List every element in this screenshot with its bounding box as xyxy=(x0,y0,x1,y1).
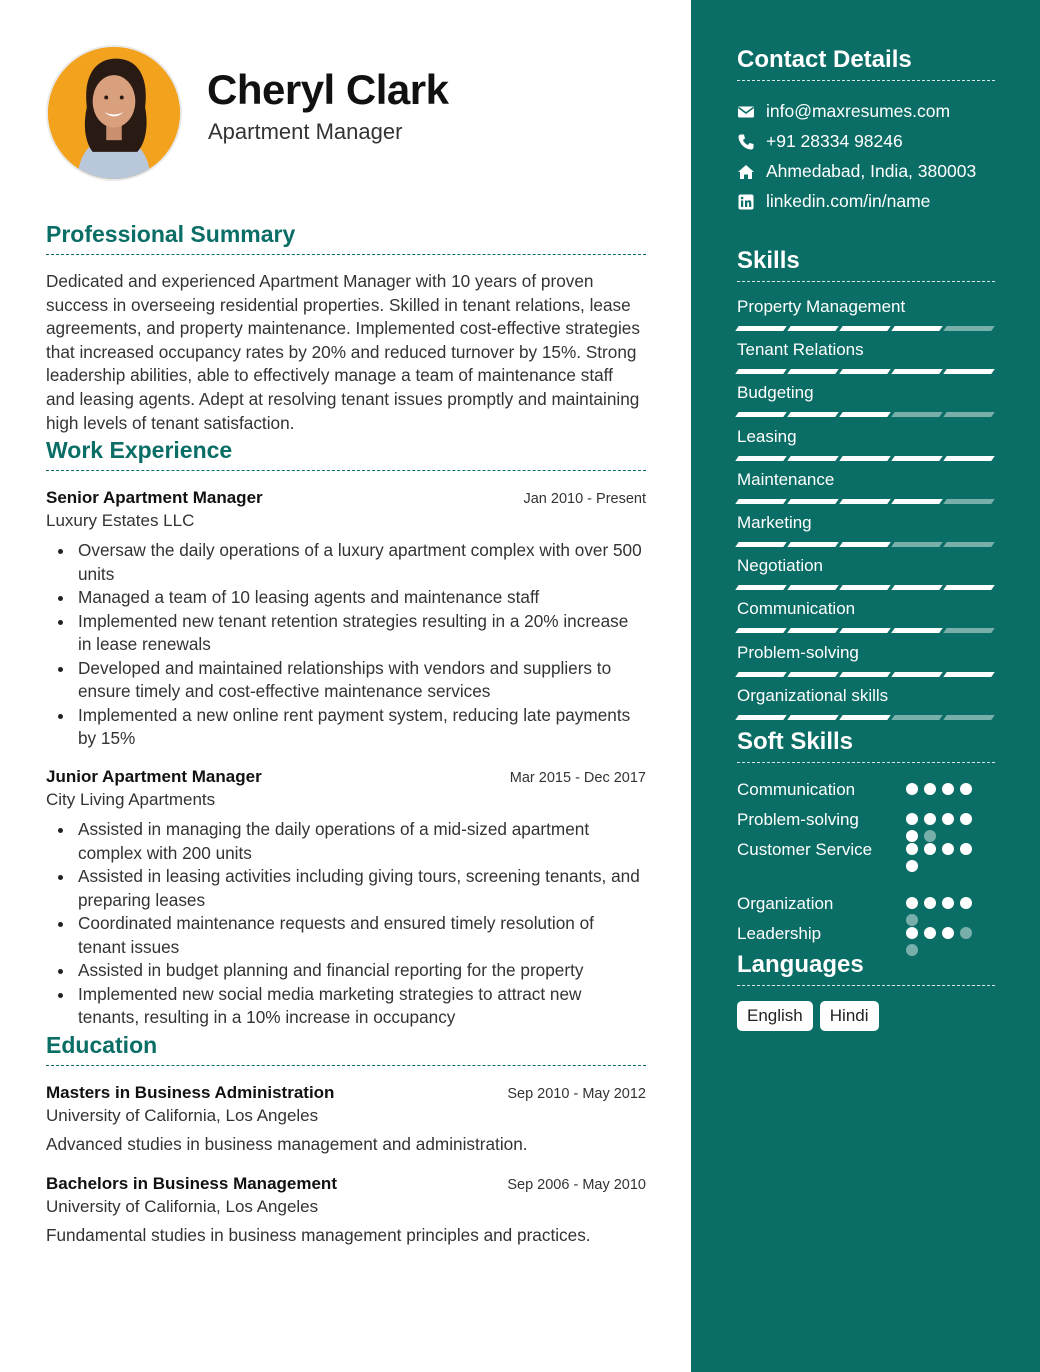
soft-skill-name: Leadership xyxy=(737,924,822,943)
skill-level-bar xyxy=(737,499,993,504)
soft-skill-item xyxy=(737,891,993,916)
bullet-item: Managed a team of 10 leasing agents and maintenance staff xyxy=(46,586,646,610)
skill-level-segment xyxy=(735,628,787,633)
job-bullets xyxy=(46,818,646,1030)
contact-address-text: Ahmedabad, India, 380003 xyxy=(766,161,977,181)
rating-dot xyxy=(942,843,954,855)
rating-dot xyxy=(960,843,972,855)
skill-item xyxy=(737,470,993,504)
rating-dot xyxy=(960,897,972,909)
education-entry xyxy=(46,1174,646,1246)
skill-level-segment xyxy=(891,412,943,417)
candidate-name: Cheryl Clark xyxy=(207,66,449,113)
skill-level-segment xyxy=(943,412,995,417)
soft-skill-item xyxy=(737,921,993,946)
skill-level-segment xyxy=(735,672,787,677)
education-date: Sep 2010 - May 2012 xyxy=(507,1086,646,1102)
skill-name: Communication xyxy=(737,599,856,619)
skill-item xyxy=(737,599,993,633)
skills-heading: Skills xyxy=(737,247,995,282)
skill-level-segment xyxy=(943,499,995,504)
skill-level-segment xyxy=(943,369,995,374)
rating-dot xyxy=(960,927,972,939)
rating-dot xyxy=(906,783,918,795)
soft-skill-item xyxy=(737,807,993,832)
skill-level-segment xyxy=(943,628,995,633)
skill-name: Marketing xyxy=(737,513,812,532)
bullet-item: Assisted in leasing activities including giving tours, screening tenants, and preparing leases xyxy=(46,865,646,912)
contact-email[interactable] xyxy=(737,101,950,122)
bullet-item: Implemented new social media marketing strategies to attract new tenants, resulting in a 10% increase in occupancy xyxy=(46,983,646,1030)
skill-level-segment xyxy=(787,369,839,374)
skill-level-segment xyxy=(891,456,943,461)
bullet-item: Coordinated maintenance requests and ensured timely resolution of tenant issues xyxy=(46,912,646,959)
skill-name: Tenant Relations xyxy=(737,340,864,360)
skill-name: Leasing xyxy=(737,426,797,446)
skill-level-segment xyxy=(839,369,891,374)
soft-skill-name: Communication xyxy=(737,780,856,799)
rating-dot xyxy=(906,927,918,939)
languages-heading: Languages xyxy=(737,951,995,986)
skill-level-segment xyxy=(943,715,995,720)
skill-level-segment xyxy=(787,542,839,547)
job-date: Mar 2015 - Dec 2017 xyxy=(509,770,646,786)
skill-level-bar xyxy=(737,412,993,417)
skill-level-bar xyxy=(737,369,993,374)
skill-level-segment xyxy=(735,715,787,720)
skill-level-segment xyxy=(735,369,787,374)
skill-name: Maintenance xyxy=(737,469,835,489)
job-title: Junior Apartment Manager xyxy=(46,767,262,786)
skill-item xyxy=(737,643,993,677)
skill-item xyxy=(737,513,993,547)
soft-skills-heading: Soft Skills xyxy=(737,728,995,763)
contact-email-text: info@maxresumes.com xyxy=(766,101,951,121)
school-name: University of California, Los Angeles xyxy=(46,1106,319,1125)
skill-item xyxy=(737,297,993,331)
rating-dot xyxy=(942,897,954,909)
rating-dot xyxy=(942,783,954,795)
skill-level-segment xyxy=(787,628,839,633)
skill-level-segment xyxy=(839,542,891,547)
skill-level-segment xyxy=(787,499,839,504)
school-name: University of California, Los Angeles xyxy=(46,1197,319,1216)
skill-level-segment xyxy=(891,585,943,590)
skill-level-segment xyxy=(943,672,995,677)
job-entry xyxy=(46,488,646,751)
rating-dot xyxy=(924,843,936,855)
skill-level-segment xyxy=(839,499,891,504)
skill-level-segment xyxy=(891,628,943,633)
soft-skill-name: Organization xyxy=(737,894,834,913)
soft-skill-rating xyxy=(906,843,986,872)
skill-level-segment xyxy=(787,326,839,331)
skill-level-segment xyxy=(735,542,787,547)
home-icon xyxy=(737,163,755,181)
skill-name: Property Management xyxy=(737,297,906,316)
skill-level-bar xyxy=(737,585,993,590)
rating-dot xyxy=(924,813,936,825)
skill-level-segment xyxy=(839,672,891,677)
skill-level-segment xyxy=(839,715,891,720)
skill-name: Problem-solving xyxy=(737,642,859,662)
contact-heading: Contact Details xyxy=(737,46,995,81)
skill-level-segment xyxy=(787,715,839,720)
linkedin-icon xyxy=(737,193,755,211)
education-heading: Education xyxy=(46,1032,646,1066)
skill-level-segment xyxy=(787,585,839,590)
skill-level-segment xyxy=(943,456,995,461)
education-date: Sep 2006 - May 2010 xyxy=(507,1177,646,1193)
skill-name: Budgeting xyxy=(737,383,814,403)
education-entry xyxy=(46,1083,646,1155)
skill-level-segment xyxy=(839,326,891,331)
skill-level-segment xyxy=(735,585,787,590)
skill-level-segment xyxy=(891,715,943,720)
skill-level-bar xyxy=(737,456,993,461)
degree-title: Masters in Business Administration xyxy=(46,1083,335,1102)
degree-title: Bachelors in Business Management xyxy=(46,1174,337,1193)
skill-level-segment xyxy=(839,456,891,461)
contact-linkedin-text: linkedin.com/in/name xyxy=(766,191,931,211)
skill-level-segment xyxy=(891,369,943,374)
languages-list xyxy=(737,1001,879,1031)
bullet-item: Assisted in managing the daily operations of a mid-sized apartment complex with 200 units xyxy=(46,818,646,865)
skill-level-bar xyxy=(737,672,993,677)
contact-phone-text: +91 28334 98246 xyxy=(766,131,903,151)
language-tag: Hindi xyxy=(820,1001,879,1031)
rating-dot xyxy=(906,843,918,855)
rating-dot xyxy=(942,927,954,939)
skill-level-segment xyxy=(735,456,787,461)
skill-level-bar xyxy=(737,715,993,720)
bullet-item: Oversaw the daily operations of a luxury apartment complex with over 500 units xyxy=(46,539,646,586)
soft-skill-name: Customer Service xyxy=(737,840,873,859)
summary-heading: Professional Summary xyxy=(46,221,646,255)
skill-name: Organizational skills xyxy=(737,685,889,705)
portrait-illustration xyxy=(48,47,180,179)
profile-photo xyxy=(46,45,182,181)
skill-name: Negotiation xyxy=(737,556,824,576)
rating-dot xyxy=(906,813,918,825)
skill-item xyxy=(737,383,993,417)
skill-level-segment xyxy=(735,412,787,417)
education-description: Advanced studies in business management and administration. xyxy=(46,1134,528,1154)
candidate-role: Apartment Manager xyxy=(208,119,403,144)
skill-level-segment xyxy=(787,456,839,461)
contact-phone[interactable] xyxy=(737,131,903,152)
soft-skill-item xyxy=(737,777,993,802)
skill-level-bar xyxy=(737,628,993,633)
skill-level-segment xyxy=(787,672,839,677)
rating-dot xyxy=(924,927,936,939)
rating-dot xyxy=(960,813,972,825)
contact-address xyxy=(737,161,976,182)
rating-dot xyxy=(924,783,936,795)
job-company: City Living Apartments xyxy=(46,790,216,809)
skill-level-segment xyxy=(787,412,839,417)
skill-level-segment xyxy=(735,326,787,331)
skill-level-bar xyxy=(737,326,993,331)
education-description: Fundamental studies in business management principles and practices. xyxy=(46,1225,591,1245)
summary-text: Dedicated and experienced Apartment Manager with 10 years of proven success in overseeing residential properties. Skilled in tenant relations, lease agreements, and property maintenance. Implemented cost-effective strategies that increased occupancy rates by 20% and reduced turnover by 15%. Strong leadership abilities, able to effectively manage a team of maintenance staff and leasing agents. Adept at resolving tenant issues promptly and maintaining high levels of tenant satisfaction. xyxy=(46,271,640,433)
bullet-item: Implemented a new online rent payment system, reducing late payments by 15% xyxy=(46,704,646,751)
skill-level-segment xyxy=(943,542,995,547)
skill-level-segment xyxy=(839,628,891,633)
skill-level-segment xyxy=(943,326,995,331)
skill-item xyxy=(737,340,993,374)
phone-icon xyxy=(737,133,755,151)
job-date: Jan 2010 - Present xyxy=(523,491,646,507)
bullet-item: Developed and maintained relationships with vendors and suppliers to ensure timely and cost-effective maintenance services xyxy=(46,657,646,704)
skill-item xyxy=(737,686,993,720)
rating-dot xyxy=(942,813,954,825)
skill-level-segment xyxy=(891,542,943,547)
soft-skill-rating xyxy=(906,783,986,795)
job-company: Luxury Estates LLC xyxy=(46,511,195,530)
rating-dot xyxy=(906,860,918,872)
experience-heading: Work Experience xyxy=(46,437,646,471)
skill-level-segment xyxy=(891,672,943,677)
sidebar xyxy=(691,0,1040,1372)
envelope-icon xyxy=(737,103,755,121)
skill-level-segment xyxy=(735,499,787,504)
rating-dot xyxy=(924,897,936,909)
skill-level-segment xyxy=(943,585,995,590)
skill-level-segment xyxy=(839,412,891,417)
skill-level-segment xyxy=(839,585,891,590)
language-tag: English xyxy=(737,1001,813,1031)
soft-skill-name: Problem-solving xyxy=(737,810,859,829)
job-entry xyxy=(46,767,646,1030)
job-title: Senior Apartment Manager xyxy=(46,488,263,507)
skill-item xyxy=(737,427,993,461)
bullet-item: Implemented new tenant retention strategies resulting in a 20% increase in lease renewals xyxy=(46,610,646,657)
skill-level-segment xyxy=(891,499,943,504)
skill-level-bar xyxy=(737,542,993,547)
bullet-item: Assisted in budget planning and financial reporting for the property xyxy=(46,959,646,983)
skill-item xyxy=(737,556,993,590)
rating-dot xyxy=(906,897,918,909)
contact-linkedin[interactable] xyxy=(737,191,930,212)
soft-skill-item xyxy=(737,837,993,862)
rating-dot xyxy=(960,783,972,795)
job-bullets xyxy=(46,539,646,751)
skill-level-segment xyxy=(891,326,943,331)
